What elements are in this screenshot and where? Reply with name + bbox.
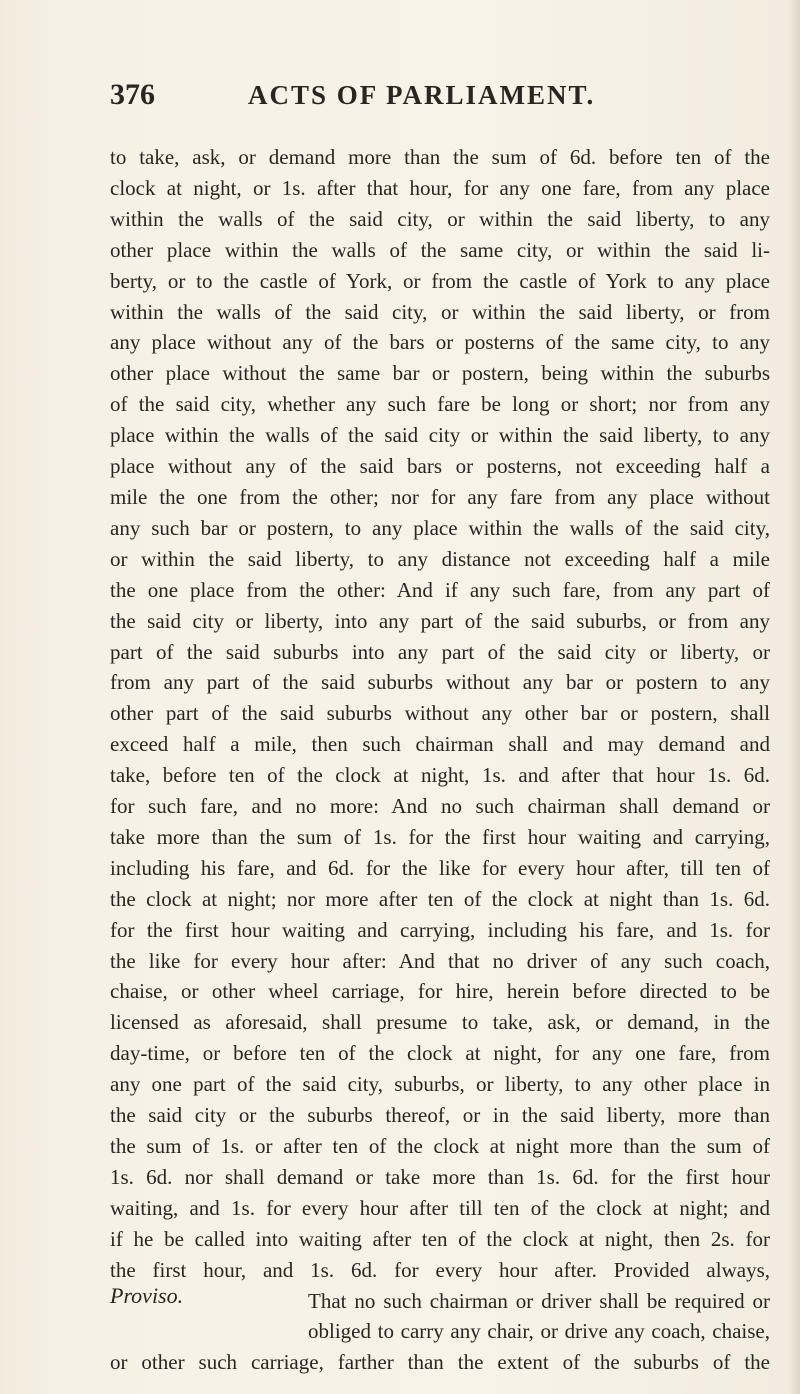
text-line: waiting, and 1s. for every hour after till ten of the clock at night; and [110, 1195, 770, 1220]
text-line: any one part of the said city, suburbs, or liberty, to any other place in [110, 1072, 770, 1097]
text-line: chaise, or other wheel carriage, for hire, herein before directed to be [110, 979, 770, 1004]
text-line: from any part of the said suburbs without any bar or postern to any [110, 670, 770, 695]
text-line: for such fare, and no more: And no such chairman shall demand or [110, 794, 770, 819]
text-line: if he be called into waiting after ten of the clock at night, then 2s. for [110, 1226, 770, 1251]
text-line: within the walls of the said city, or within the said liberty, or from [110, 299, 770, 324]
text-line: the sum of 1s. or after ten of the clock at night more than the sum of [110, 1134, 770, 1158]
text-line: licensed as aforesaid, shall presume to take, ask, or demand, in the [110, 1010, 770, 1035]
text-line: take, before ten of the clock at night, 1s. and after that hour 1s. 6d. [110, 763, 770, 788]
text-line: obliged to carry any chair, or drive any coach, chaise, [308, 1319, 770, 1344]
text-line: the like for every hour after: And that no driver of any such coach, [110, 948, 770, 973]
text-line: the clock at night; nor more after ten of the clock at night than 1s. 6d. [110, 886, 770, 911]
text-line: mile the one from the other; nor for any fare from any place without [110, 484, 770, 509]
text-line: other place within the walls of the same city, or within the said li- [110, 237, 770, 262]
body-text [110, 142, 770, 1378]
text-line: the said city or the suburbs thereof, or in the said liberty, more than [110, 1103, 770, 1128]
text-line: the said city or liberty, into any part of the said suburbs, or from any [110, 608, 770, 633]
page-header [110, 78, 750, 118]
text-line: for the first hour waiting and carrying, including his fare, and 1s. for [110, 917, 770, 942]
text-line: other part of the said suburbs without any other bar or postern, shall [110, 701, 770, 726]
text-line: place without any of the said bars or posterns, not exceeding half a [110, 454, 770, 479]
text-line: clock at night, or 1s. after that hour, for any one fare, from any place [110, 175, 770, 200]
text-line: any such bar or postern, to any place within the walls of the said city, [110, 515, 770, 540]
text-line: any place without any of the bars or posterns of the same city, to any [110, 330, 770, 355]
text-line: the first hour, and 1s. 6d. for every hour after. Provided always, [110, 1257, 770, 1282]
text-line: part of the said suburbs into any part of the said city or liberty, or [110, 639, 770, 664]
page-number: 376 [110, 78, 155, 111]
text-line: berty, or to the castle of York, or from the castle of York to any place [110, 268, 770, 293]
text-line: the one place from the other: And if any such fare, from any part of [110, 577, 770, 602]
margin-note: Proviso. [110, 1283, 184, 1308]
text-line: exceed half a mile, then such chairman shall and may demand and [110, 732, 770, 757]
text-line: 1s. 6d. nor shall demand or take more than 1s. 6d. for the first hour [110, 1164, 770, 1189]
page-edge-shadow [788, 0, 800, 1394]
running-head: ACTS OF PARLIAMENT. [248, 80, 596, 110]
text-line: of the said city, whether any such fare be long or short; nor from any [110, 392, 770, 417]
text-line: to take, ask, or demand more than the sum of 6d. before ten of the [110, 145, 770, 169]
text-line: or within the said liberty, to any distance not exceeding half a mile [110, 546, 770, 571]
text-line: day-time, or before ten of the clock at night, for any one fare, from [110, 1041, 770, 1066]
text-line: place within the walls of the said city or within the said liberty, to any [110, 423, 770, 448]
text-line: other place without the same bar or postern, being within the suburbs [110, 361, 770, 386]
text-line: or other such carriage, farther than the extent of the suburbs of the [110, 1350, 770, 1375]
text-line: including his fare, and 6d. for the like for every hour after, till ten of [110, 855, 770, 880]
text-line: take more than the sum of 1s. for the first hour waiting and carrying, [110, 824, 770, 849]
text-line: within the walls of the said city, or within the said liberty, to any [110, 206, 770, 231]
text-line: That no such chairman or driver shall be required or [308, 1288, 770, 1313]
